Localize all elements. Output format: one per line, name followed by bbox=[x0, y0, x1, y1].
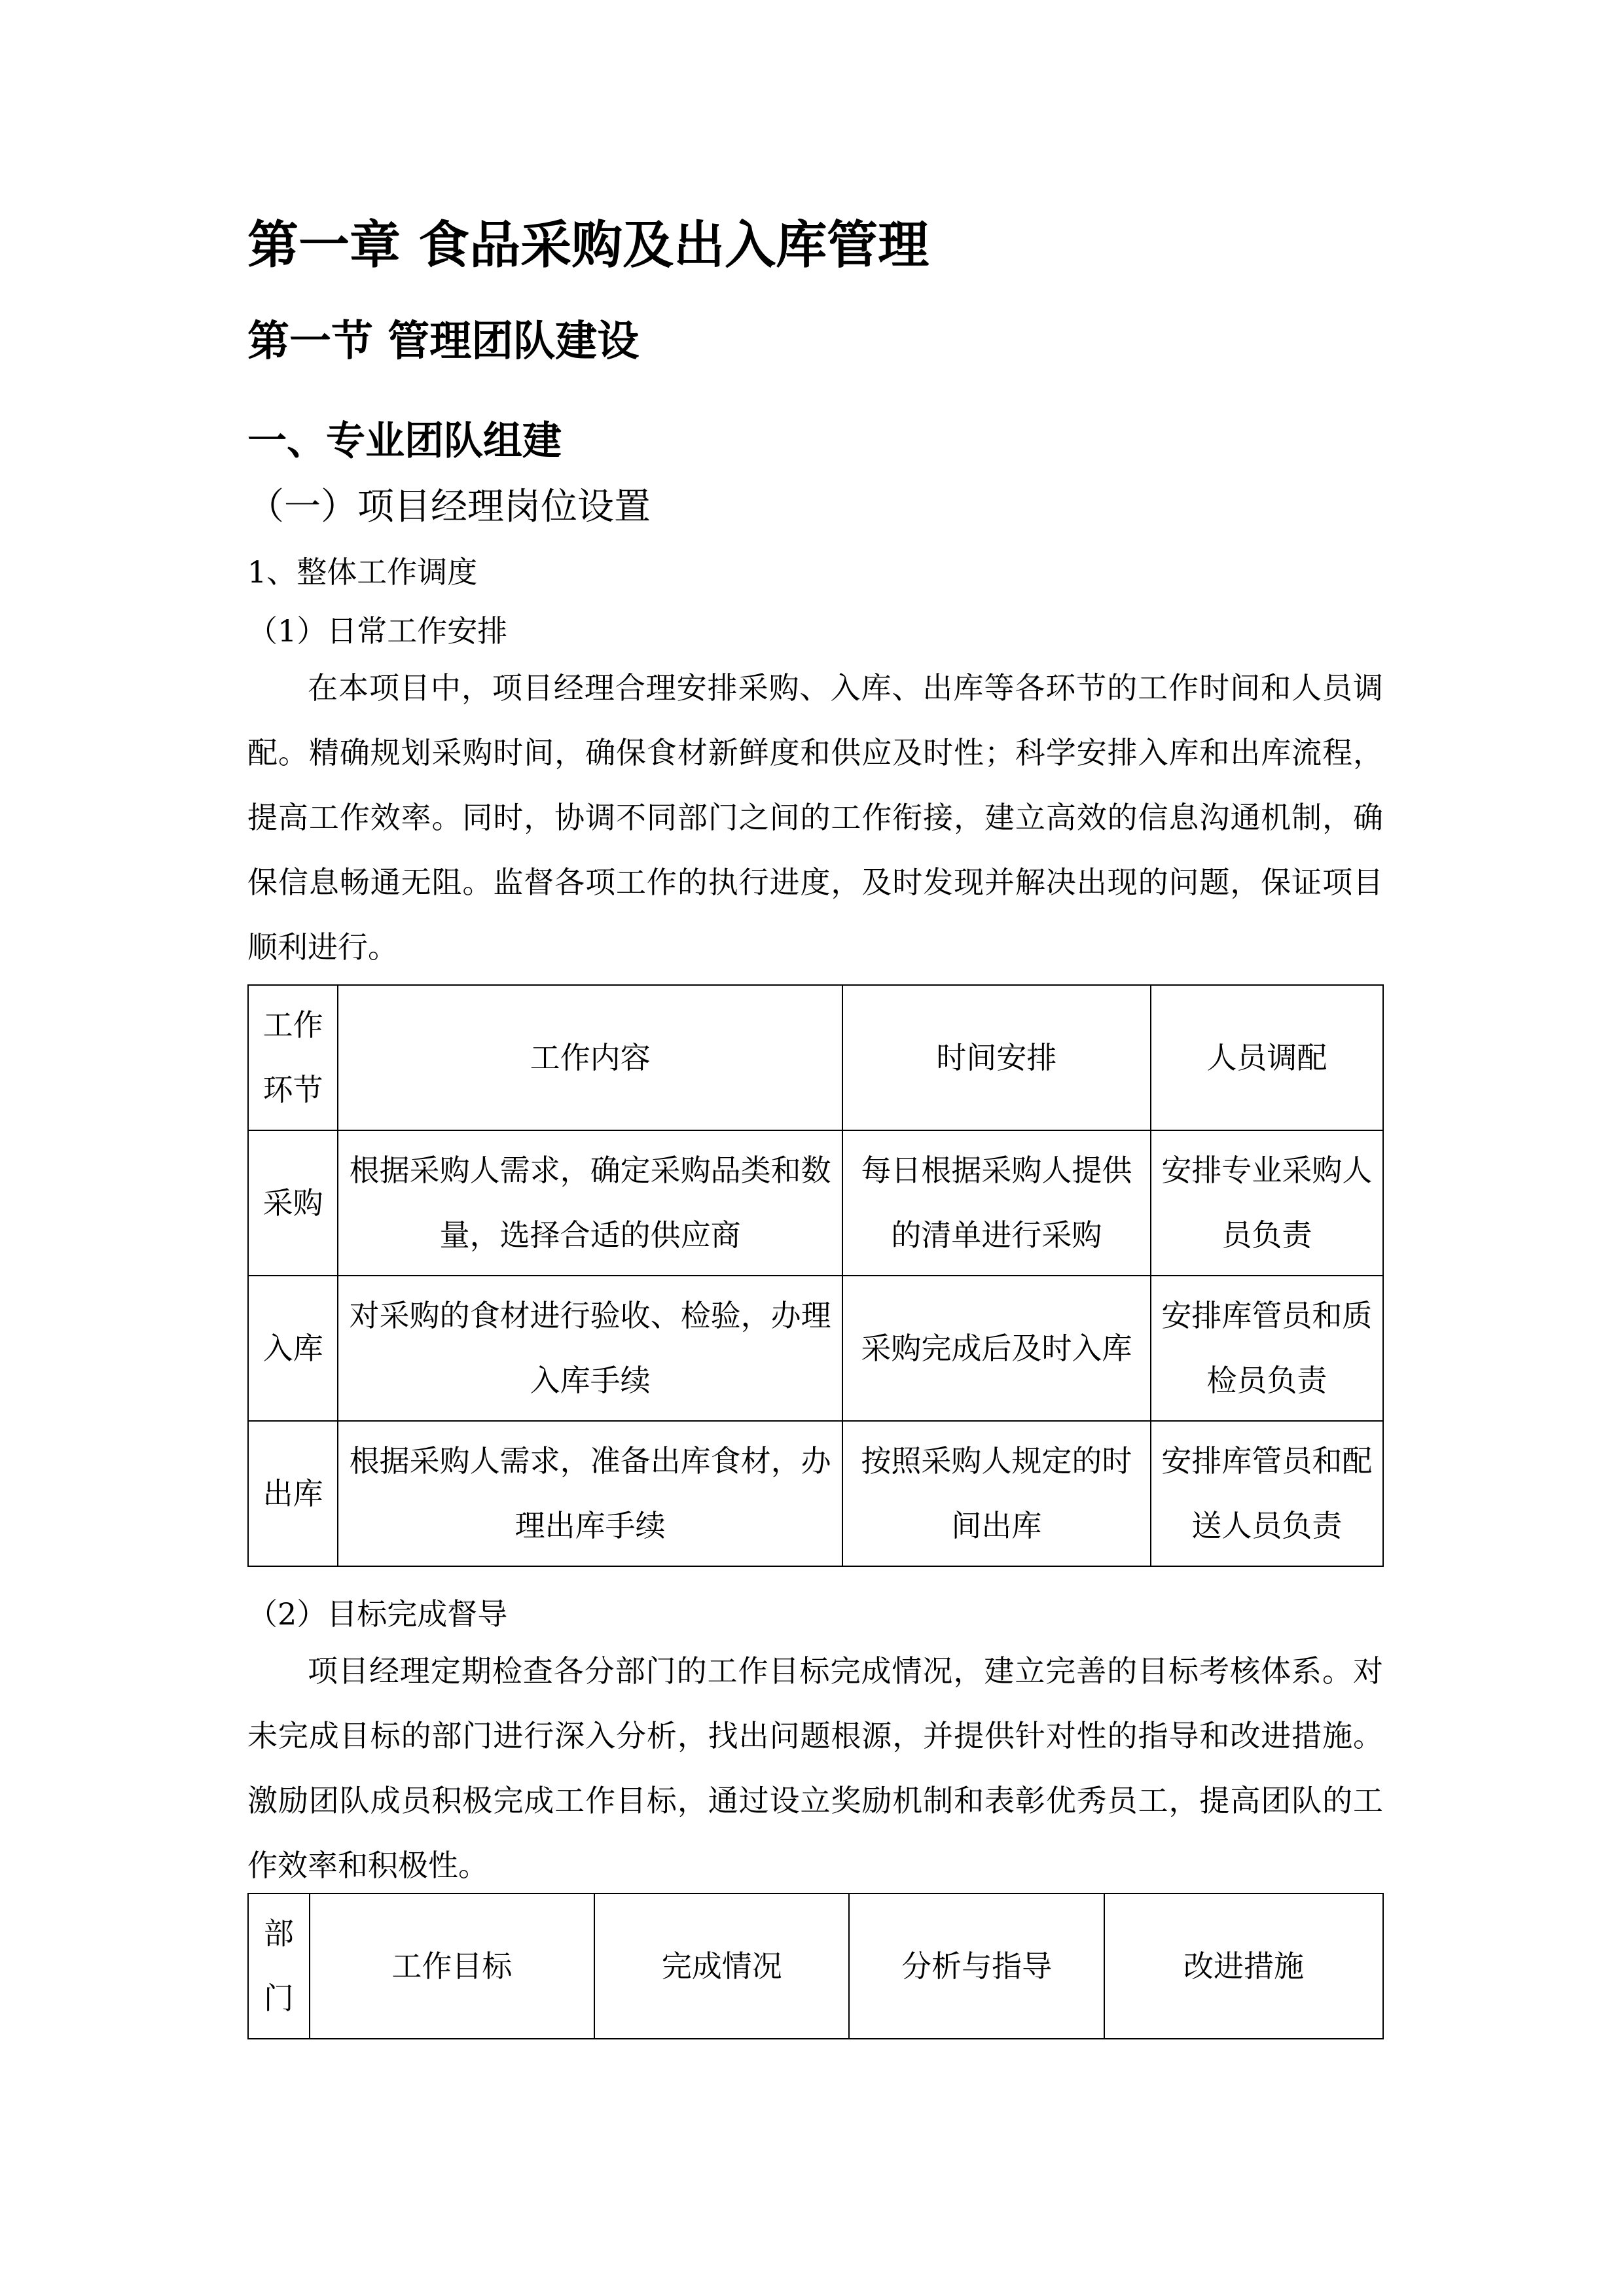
table-header-cell: 工作环节 bbox=[248, 985, 338, 1130]
table-header-cell: 工作内容 bbox=[338, 985, 842, 1130]
table-cell: 采购 bbox=[248, 1130, 338, 1276]
table-header-cell: 工作目标 bbox=[310, 1893, 594, 2039]
item-title: 1、整体工作调度 bbox=[247, 554, 478, 590]
table-cell: 根据采购人需求，准备出库食材，办理出库手续 bbox=[338, 1421, 842, 1566]
table-cell: 安排专业采购人员负责 bbox=[1151, 1130, 1383, 1276]
table-cell: 安排库管员和质检员负责 bbox=[1151, 1276, 1383, 1421]
table-row bbox=[248, 1130, 1383, 1276]
point2-paragraph: 项目经理定期检查各分部门的工作目标完成情况，建立完善的目标考核体系。对未完成目标的部门进行深入分析，找出问题根源，并提供针对性的指导和改进措施。激励团队成员积极完成工作目标，通过设立奖励机制和表彰优秀员工，提高团队的工作效率和积极性。 bbox=[247, 1653, 1383, 1883]
point2-title: （2）目标完成督导 bbox=[247, 1596, 508, 1632]
table-cell: 入库 bbox=[248, 1276, 338, 1421]
target-supervision-table bbox=[247, 1893, 1384, 2039]
table-cell: 每日根据采购人提供的清单进行采购 bbox=[842, 1130, 1151, 1276]
table-row bbox=[248, 1421, 1383, 1566]
table-header-cell: 改进措施 bbox=[1104, 1893, 1383, 2039]
table-header-cell: 时间安排 bbox=[842, 985, 1151, 1130]
table-cell: 对采购的食材进行验收、检验，办理入库手续 bbox=[338, 1276, 842, 1421]
subsection-title: 一、专业团队组建 bbox=[247, 418, 562, 464]
table-cell: 采购完成后及时入库 bbox=[842, 1276, 1151, 1421]
chapter-title: 第一章 食品采购及出入库管理 bbox=[247, 216, 929, 275]
work-arrangement-table bbox=[247, 984, 1384, 1567]
point1-paragraph: 在本项目中，项目经理合理安排采购、入库、出库等各环节的工作时间和人员调配。精确规划采购时间，确保食材新鲜度和供应及时性；科学安排入库和出库流程，提高工作效率。同时，协调不同部门之间的工作衔接，建立高效的信息沟通机制，确保信息畅通无阻。监督各项工作的执行进度，及时发现并解决出现的问题，保证项目顺利进行。 bbox=[247, 670, 1383, 965]
table-cell: 按照采购人规定的时间出库 bbox=[842, 1421, 1151, 1566]
sub-subsection-title: （一）项目经理岗位设置 bbox=[247, 486, 651, 528]
table-header-row bbox=[248, 985, 1383, 1130]
section-title: 第一节 管理团队建设 bbox=[247, 317, 640, 366]
table-cell: 出库 bbox=[248, 1421, 338, 1566]
table-header-row bbox=[248, 1893, 1383, 2039]
table-row bbox=[248, 1276, 1383, 1421]
table-cell: 根据采购人需求，确定采购品类和数量，选择合适的供应商 bbox=[338, 1130, 842, 1276]
table-header-cell: 完成情况 bbox=[594, 1893, 849, 2039]
table-header-cell: 部门 bbox=[248, 1893, 310, 2039]
table-header-cell: 人员调配 bbox=[1151, 985, 1383, 1130]
table-cell: 安排库管员和配送人员负责 bbox=[1151, 1421, 1383, 1566]
point1-title: （1）日常工作安排 bbox=[247, 613, 508, 649]
table-header-cell: 分析与指导 bbox=[849, 1893, 1104, 2039]
